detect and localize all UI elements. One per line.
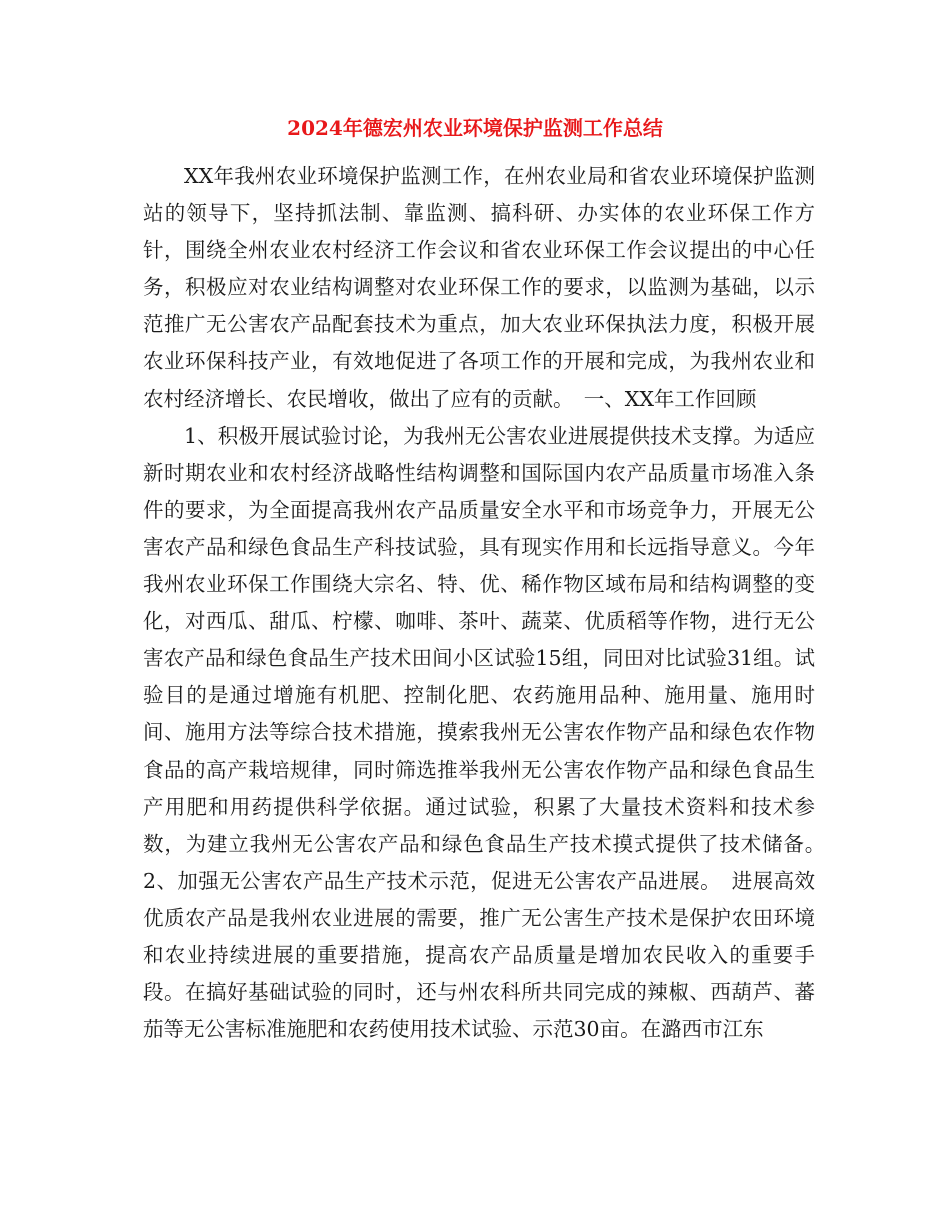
paragraph-intro: XX年我州农业环境保护监测工作，在州农业局和省农业环境保护监测站的领导下，坚持抓法制、靠监测、搞科研、办实体的农业环保工作方针，围绕全州农业农村经济工作会议和省农业环保工作会议提出的中心任务，积极应对农业结构调整对农业环保工作的要求，以监测为基础，以示范推广无公害农产品配套技术为重点，加大农业环保执法力度，积极开展农业环保科技产业，有效地促进了各项工作的开展和完成，为我州农业和农村经济增长、农民增收，做出了应有的贡献。 一、XX年工作回顾 bbox=[143, 164, 815, 411]
document-title: 2024年德宏州农业环境保护监测工作总结 bbox=[287, 116, 663, 140]
document-body bbox=[143, 158, 836, 1048]
paragraph-section-1: 1、积极开展试验讨论，为我州无公害农业进展提供技术支撑。为适应新时期农业和农村经济战略性结构调整和国际国内农产品质量市场准入条件的要求，为全面提高我州农产品质量安全水平和市场竞争力，开展无公害农产品和绿色食品生产科技试验，具有现实作用和长远指导意义。今年我州农业环保工作围绕大宗名、特、优、稀作物区域布局和结构调整的变化，对西瓜、甜瓜、柠檬、咖啡、茶叶、蔬菜、优质稻等作物，进行无公害农产品和绿色食品生产技术田间小区试验15组，同田对比试验31组。试验目的是通过增施有机肥、控制化肥、农药施用品种、施用量、施用时间、施用方法等综合技术措施，摸索我州无公害农作物产品和绿色农作物食品的高产栽培规律，同时筛选推举我州无公害农作物产品和绿色食品生产用肥和用药提供科学依据。通过试验，积累了大量技术资料和技术参数，为建立我州无公害农产品和绿色食品生产技术摸式提供了技术储备。 2、加强无公害农产品生产技术示范，促进无公害农产品进展。 进展高效优质农产品是我州农业进展的需要，推广无公害生产技术是保护农田环境和农业持续进展的重要措施，提高农产品质量是增加农民收入的重要手段。在搞好基础试验的同时，还与州农科所共同完成的辣椒、西葫芦、蕃茄等无公害标准施肥和农药使用技术试验、示范30亩。在潞西市江东 bbox=[143, 423, 836, 1042]
